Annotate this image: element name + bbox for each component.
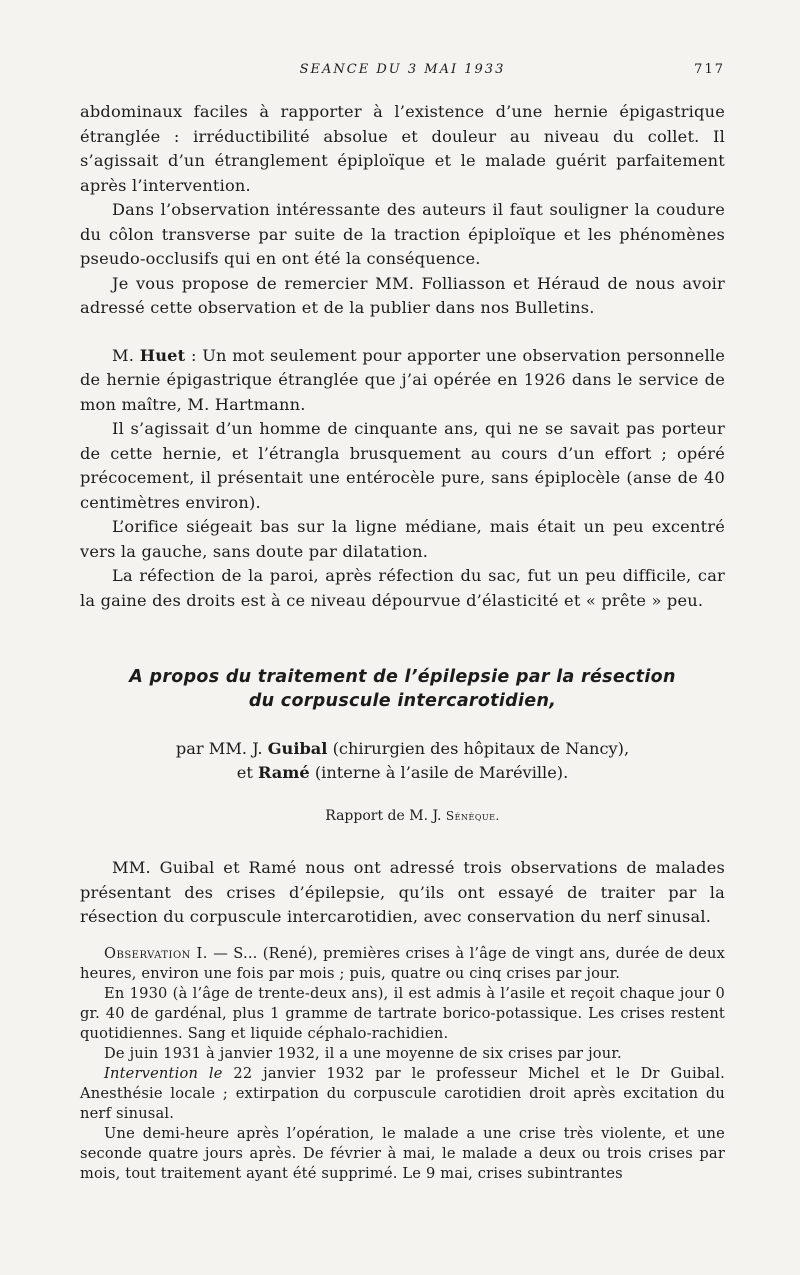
article-authors [80, 737, 725, 784]
paragraph: De juin 1931 à janvier 1932, il a une moyenne de six crises par jour. [104, 1044, 622, 1062]
authors-suffix: (interne à l’asile de Maréville). [309, 762, 569, 782]
paragraph: abdominaux faciles à rapporter à l’existence d’une hernie épigastrique étranglée : irréductibilité absolue et douleur au niveau du collet. Il s’agissait d’un étranglement épiploïque et le malade guérit parfaitement après l’intervention. [80, 102, 725, 195]
intervention-label: Intervention le [104, 1064, 223, 1082]
article-title-line: A propos du traitement de l’épilepsie par la résection [129, 667, 676, 687]
document-page [80, 0, 725, 1275]
authors-suffix: (chirurgien des hôpitaux de Nancy), [327, 739, 630, 758]
paragraph: Une demi-heure après l’opération, le malade a une crise très violente, et une seconde quatre jours après. De février à mai, le malade a deux ou trois crises par mois, tout traitement ayant été supprimé. Le 9 mai, crises subintrantes [80, 1124, 725, 1182]
observation-first-text: — S... (René), premières crises à l’âge de vingt ans, durée de deux heures, environ une fois par mois ; puis, quatre ou cinq crises par jour. [80, 944, 725, 982]
article-intro: MM. Guibal et Ramé nous ont adressé trois observations de malades présentant des crises d’épilepsie, qu’ils ont essayé de traiter par la résection du corpuscule intercarotidien, avec conservation du nerf sinusal. [80, 858, 725, 926]
paragraph: En 1930 (à l’âge de trente-deux ans), il est admis à l’asile et reçoit chaque jour 0 gr. 40 de gardénal, plus 1 gramme de tartrate borico-potassique. Les crises restent quotidiennes. Sang et liquide céphalo-rachidien. [80, 984, 725, 1042]
paragraph: La réfection de la paroi, après réfection du sac, fut un peu difficile, car la gaine des droits est à ce niveau dépourvue d’élasticité et « prête » peu. [80, 566, 725, 610]
article-title-line: du corpuscule intercarotidien, [248, 691, 557, 711]
article-title [80, 665, 725, 713]
authors-line [80, 761, 725, 785]
authors-line [80, 737, 725, 761]
huet-intervention [80, 344, 725, 418]
report-prefix: Rapport de M. J. [325, 808, 446, 824]
body-text [80, 100, 725, 1184]
author-name: Guibal [267, 739, 328, 758]
running-title: SEANCE DU 3 MAI 1933 [299, 62, 506, 77]
observation-first [80, 944, 725, 984]
huet-first-text: Un mot seulement pour apporter une observation personnelle de hernie épigastrique étranglée que j’ai opérée en 1926 dans le service de mon maître, M. Hartmann. [80, 345, 725, 414]
report-byline [80, 806, 725, 826]
paragraph: Il s’agissait d’un homme de cinquante ans, qui ne se savait pas porteur de cette hernie, et l’étrangla brusquement au cours d’un effort ; opéré précocement, il présentait une entérocèle pure, sans épiplocèle (anse de 40 centimètres environ). [80, 419, 725, 512]
authors-prefix: par MM. J. [175, 739, 268, 758]
running-header [80, 62, 725, 82]
authors-prefix: et [236, 762, 258, 782]
speaker-prefix: M. [112, 345, 140, 365]
reporter-name: Sénèque. [445, 809, 500, 823]
paragraph: L’orifice siégeait bas sur la ligne médiane, mais était un peu excentré vers la gauche, sans doute par dilatation. [80, 517, 725, 561]
author-name: Ramé [257, 762, 310, 782]
speaker-colon: : [185, 345, 203, 365]
intervention-text: 22 janvier 1932 par le professeur Michel et le Dr Guibal. Anesthésie locale ; extirpation du corpuscule carotidien droit après excitation du nerf sinusal. [80, 1064, 725, 1122]
intervention-paragraph [80, 1064, 725, 1124]
paragraph: Dans l’observation intéressante des auteurs il faut souligner la coudure du côlon transverse par suite de la traction épiploïque et les phénomènes pseudo-occlusifs qui en ont été la conséquence. [80, 200, 725, 268]
speaker-name: Huet [139, 345, 186, 365]
observation-label: Observation I. [104, 944, 208, 962]
page-number: 717 [694, 62, 725, 77]
paragraph: Je vous propose de remercier MM. Folliasson et Héraud de nous avoir adressé cette observation et de la publier dans nos Bulletins. [80, 273, 725, 317]
observation-block [80, 944, 725, 1184]
